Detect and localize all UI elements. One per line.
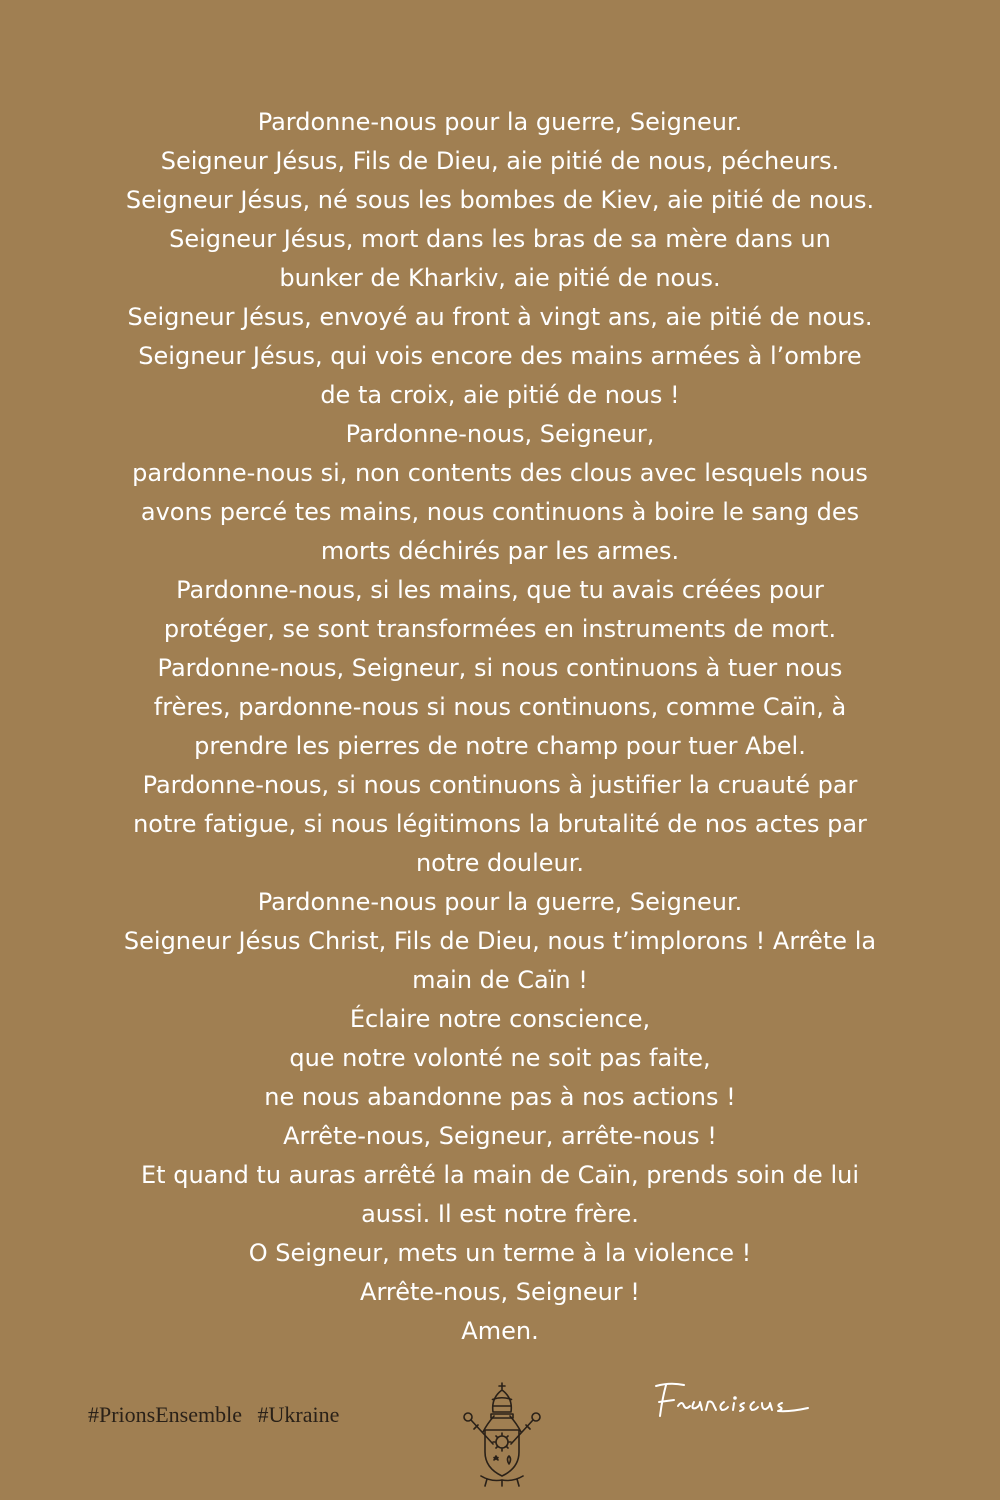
prayer-line: Seigneur Jésus, mort dans les bras de sa mère dans un — [169, 225, 831, 253]
prayer-line: Seigneur Jésus, né sous les bombes de Kiev, aie pitié de nous. — [125, 186, 875, 214]
prayer-line: aussi. Il est notre frère. — [361, 1200, 639, 1228]
prayer-line: Seigneur Jésus, Fils de Dieu, aie pitié de nous, pécheurs. — [160, 147, 840, 175]
prayer-line: Arrête-nous, Seigneur ! — [360, 1278, 640, 1306]
hashtag-prionsensemble[interactable]: #PrionsEnsemble — [88, 1402, 242, 1427]
prayer-line: Éclaire notre conscience, — [349, 1005, 651, 1033]
prayer-line: Pardonne-nous pour la guerre, Seigneur. — [257, 108, 743, 136]
prayer-line: Pardonne-nous pour la guerre, Seigneur. — [257, 888, 743, 916]
prayer-line: ne nous abandonne pas à nos actions ! — [264, 1083, 736, 1111]
prayer-line: notre douleur. — [415, 849, 585, 877]
prayer-line: morts déchirés par les armes. — [320, 537, 680, 565]
prayer-line: de ta croix, aie pitié de nous ! — [320, 381, 680, 409]
footer — [0, 1380, 1000, 1490]
prayer-line: Seigneur Jésus Christ, Fils de Dieu, nous t’implorons ! Arrête la — [123, 927, 877, 955]
prayer-line: Seigneur Jésus, envoyé au front à vingt ans, aie pitié de nous. — [127, 303, 873, 331]
prayer-line: Arrête-nous, Seigneur, arrête-nous ! — [283, 1122, 717, 1150]
prayer-line: avons percé tes mains, nous continuons à boire le sang des — [140, 498, 860, 526]
prayer-line: Pardonne-nous, si nous continuons à justifier la cruauté par — [142, 771, 858, 799]
prayer-line: Et quand tu auras arrêté la main de Caïn, prends soin de lui — [141, 1161, 859, 1189]
prayer-line: Seigneur Jésus, qui vois encore des mains armées à l’ombre — [138, 342, 862, 370]
prayer-line: O Seigneur, mets un terme à la violence ! — [248, 1239, 752, 1267]
franciscus-signature — [650, 1372, 815, 1432]
prayer-line: Pardonne-nous, si les mains, que tu avais créées pour — [176, 576, 824, 604]
prayer-line: bunker de Kharkiv, aie pitié de nous. — [279, 264, 721, 292]
prayer-line: que notre volonté ne soit pas faite, — [289, 1044, 711, 1072]
prayer-line: Pardonne-nous, Seigneur, — [345, 420, 655, 448]
prayer-line: protéger, se sont transformées en instruments de mort. — [163, 615, 837, 643]
prayer-line: notre fatigue, si nous légitimons la brutalité de nos actes par — [133, 810, 867, 838]
prayer-line: Pardonne-nous, Seigneur, si nous continuons à tuer nous — [157, 654, 843, 682]
prayer-line: pardonne-nous si, non contents des clous avec lesquels nous — [132, 459, 868, 487]
prayer-line: frères, pardonne-nous si nous continuons, comme Caïn, à — [153, 693, 847, 721]
prayer-line: Amen. — [461, 1317, 539, 1345]
prayer-line: prendre les pierres de notre champ pour tuer Abel. — [194, 732, 806, 760]
prayer-text — [60, 103, 940, 1351]
prayer-line: main de Caïn ! — [412, 966, 588, 994]
hashtag-ukraine[interactable]: #Ukraine — [257, 1402, 340, 1427]
papal-coat-of-arms-icon — [457, 1380, 547, 1488]
hashtags — [88, 1402, 339, 1428]
